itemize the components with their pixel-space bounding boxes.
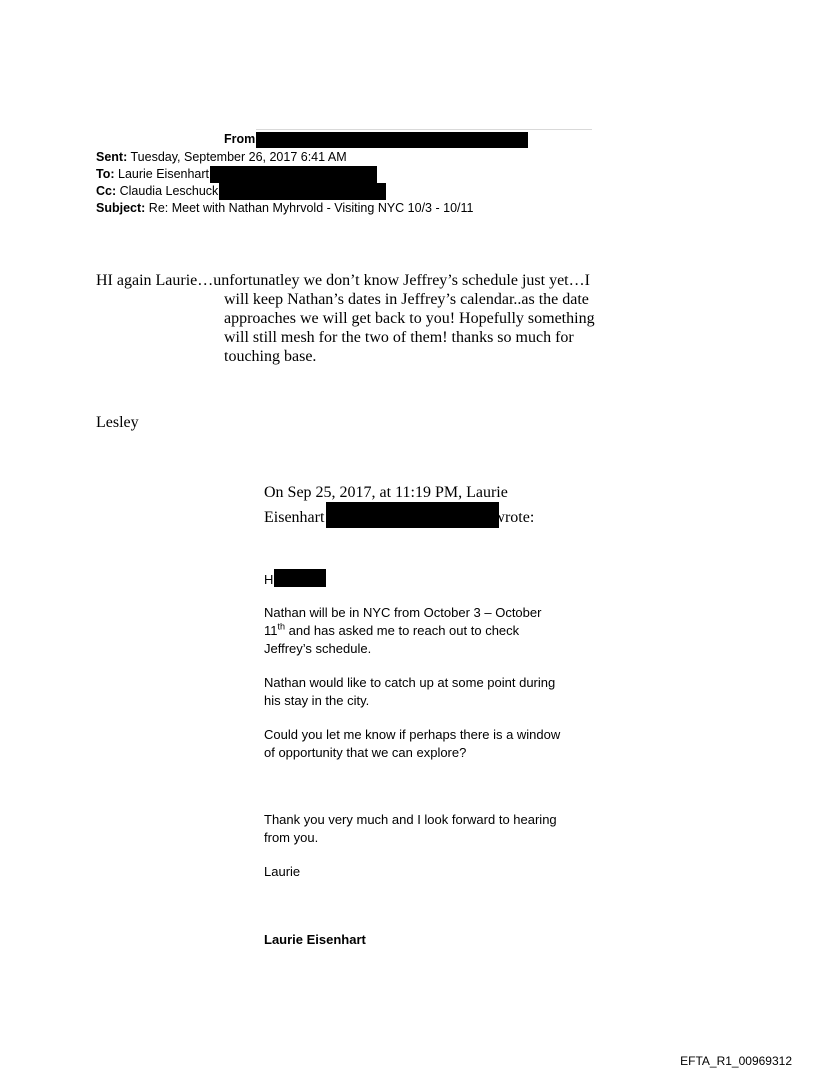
from-label: From [224, 132, 256, 146]
to-line [96, 166, 377, 183]
cc-label: Cc: [96, 184, 117, 198]
cc-value: Claudia Leschuck [116, 184, 219, 198]
header-divider [256, 129, 592, 130]
subject-line [96, 200, 473, 217]
sent-line [96, 149, 347, 166]
reply-signature: Lesley [96, 414, 139, 431]
sent-value: Tuesday, September 26, 2017 6:41 AM [127, 150, 347, 164]
quoted-para1-b: and has asked me to reach out to check Jeffrey’s schedule. [264, 623, 520, 656]
reply-body [96, 271, 598, 366]
quoted-paragraph-1 [264, 604, 564, 658]
cc-line [96, 183, 386, 200]
quoted-header [264, 483, 564, 528]
quoted-paragraph-3: Could you let me know if perhaps there is a window of opportunity that we can explore? [264, 727, 561, 760]
quoted-paragraph-4: Thank you very much and I look forward to hearing from you. [264, 812, 557, 845]
subject-label: Subject: [96, 201, 146, 215]
quoted-para1-a: Nathan will be in NYC from October 3 – October 11 [264, 605, 542, 638]
quoted-signature-name: Laurie Eisenhart [264, 932, 366, 947]
quoted-greeting: H [264, 572, 274, 587]
redaction-cc [219, 183, 386, 200]
quoted-header-end: wrote: [493, 509, 535, 526]
redaction-quoted-email [326, 502, 499, 528]
redaction-from [256, 132, 528, 148]
quoted-greeting-line [264, 569, 564, 589]
quoted-para1-sup: th [277, 621, 286, 632]
quoted-paragraph-2: Nathan would like to catch up at some point during his stay in the city. [264, 675, 556, 708]
to-label: To: [96, 167, 115, 181]
redaction-greeting [274, 569, 326, 587]
reply-continuation: will keep Nathan’s dates in Jeffrey’s calendar..as the date approaches we will get back to you! Hopefully something will still mesh for the two of them! thanks so much for touching base. [224, 291, 595, 365]
from-line [224, 131, 528, 148]
sent-label: Sent: [96, 150, 128, 164]
subject-value: Re: Meet with Nathan Myhrvold - Visiting NYC 10/3 - 10/11 [145, 201, 474, 215]
document-id: EFTA_R1_00969312 [680, 1054, 792, 1068]
redaction-to [210, 166, 377, 183]
reply-first-line: HI again Laurie…unfortunatley we don’t know Jeffrey’s schedule just yet…I [96, 272, 590, 289]
to-value: Laurie Eisenhart [114, 167, 210, 181]
quoted-closing-name: Laurie [264, 864, 301, 879]
quoted-header-start: On Sep 25, 2017, at 11:19 PM, Laurie Eisenhart [264, 484, 508, 526]
